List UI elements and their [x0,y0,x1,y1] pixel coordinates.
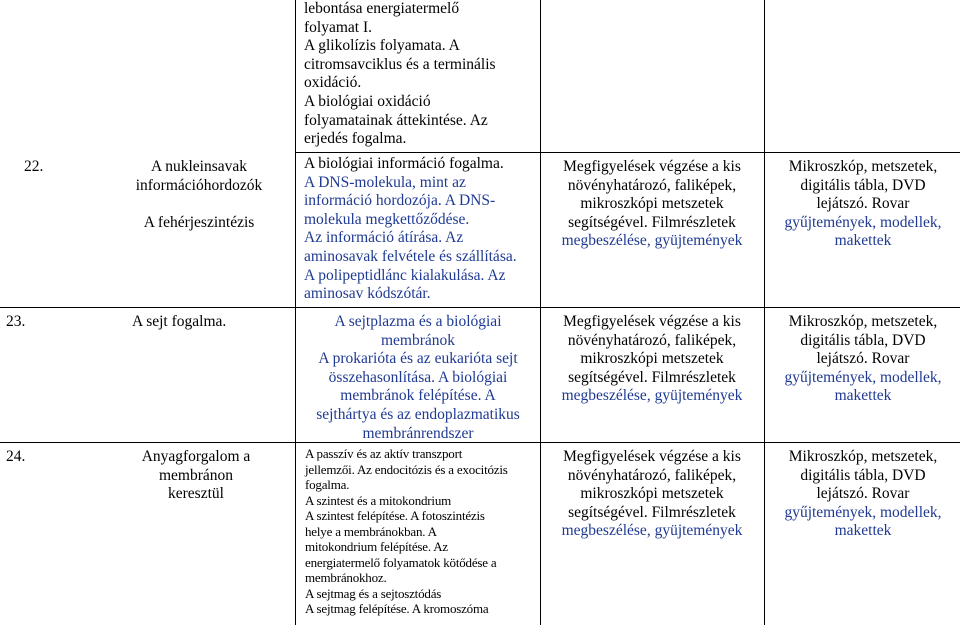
row-22-topic-line: A fehérjeszintézis [143,213,255,231]
row-23-activities-line: megbeszélése, gyüjtemények [561,387,743,405]
row-23-topic [132,313,290,332]
col-rule-1 [295,0,296,625]
row-24-content-line: jellemzői. Az endocitózis és a exocitózis [305,461,508,477]
row-24-activities-line: növényhatározó, faliképek, [567,466,737,484]
col-rule-2 [540,0,541,625]
row-22-activities [543,158,761,251]
row-0-content-line: folyamatainak áttekintése. Az [304,111,488,129]
row-23-activities-line: növényhatározó, faliképek, [567,331,737,349]
row-24-content-line: membránokhoz. [305,570,387,585]
row-0-content-line: lebontása energiatermelő [304,0,460,17]
row-24-content-line: A sejtmag és a sejtosztódás [305,585,442,601]
row-24-content-line: mitokondrium felépítése. Az [305,539,448,554]
col-rule-3 [764,0,765,625]
row-24-tools-line: lejátszó. Rovar [816,485,910,503]
row-24-topic-line: Anyagforgalom a [141,448,251,465]
row-24-content-line: A szintest felépítése. A fotoszintézis [305,508,485,523]
row-23-number: 23. [6,313,26,330]
row-22-content-line: molekula megkettőződése. [304,210,470,228]
row-22-topic-line [120,195,278,214]
row-22-content-line: Az információ átírása. Az [304,229,464,247]
row-23-tools-line: digitális tábla, DVD [800,331,926,349]
row-22-number: 22. [24,158,44,175]
row-23-content-line: sejthártya és az endoplazmatikus [316,405,520,423]
row-0-content-line: erjedés fogalma. [304,130,407,148]
row-22-topic-line: A nukleinsavak [151,158,247,175]
row-23-content-line: membránrendszer [362,424,474,442]
row-24-content-line: helye a membránokban. A [305,523,437,539]
row-24-content [305,446,539,617]
row-22-tools-line: makettek [834,232,892,250]
row-23-tools-line: gyűjtemények, modellek, [784,368,942,386]
row-0-content-line: oxidáció. [304,74,362,92]
row-23-tools-line: makettek [834,387,892,405]
row-22-content [304,155,536,304]
row-23-content-line: membránok [380,331,456,349]
row-24-tools-line: digitális tábla, DVD [800,466,926,484]
row-22-content-line: aminosav kódszótár. [304,285,431,303]
row-24-content-line: A passzív és az aktív transzport [305,446,463,461]
row-24-activities-line: Megfigyelések végzése a kis [563,448,741,465]
row-0-content-line: A glikolízis folyamata. A [304,37,460,55]
row-24-topic-line: membránon [158,466,234,484]
row-24-content-line: energiatermelő folyamatok kötődése a [305,554,497,570]
row-22-content-line: A polipeptidlánc kialakulása. Az [304,266,506,284]
row-22-tools-line: digitális tábla, DVD [800,176,926,194]
row-24-content-line: fogalma. [305,477,350,492]
row-23-activities-line: Megfigyelések végzése a kis [563,313,741,330]
row-23-tools [767,313,959,406]
row-24-tools [767,448,959,541]
row-23-content [298,313,538,443]
row-rule-1 [295,152,960,153]
row-23-tools-line: lejátszó. Rovar [816,350,910,368]
row-24-activities-line: segítségével. Filmrészletek [568,503,736,521]
row-23-content-line: A prokarióta és az eukarióta sejt [318,350,518,368]
row-22-content-line: információ hordozója. A DNS- [304,192,496,210]
row-22-activities-line: megbeszélése, gyüjtemények [561,232,743,250]
row-22-content-line: aminosavak felvétele és szállítása. [304,247,517,265]
row-22-content-line: A DNS-molekula, mint az [304,173,466,191]
row-22-activities-line: segítségével. Filmrészletek [568,213,736,231]
row-23-tools-line: Mikroszkóp, metszetek, [788,313,938,330]
row-0-content-line: A biológiai oxidáció [304,92,431,110]
row-0-content-line: citromsavciklus és a terminális [304,55,496,73]
row-22-tools [767,158,959,251]
row-22-activities-line: Megfigyelések végzése a kis [563,158,741,175]
row-24-tools-line: makettek [834,522,892,540]
row-24-activities-line: megbeszélése, gyüjtemények [561,522,743,540]
row-24-tools-line: Mikroszkóp, metszetek, [788,448,938,465]
row-22-topic [120,158,278,232]
row-23-activities-line: mikroszkópi metszetek [580,350,724,368]
row-23-topic-line: A sejt fogalma. [132,313,227,330]
row-22-tools-line: gyűjtemények, modellek, [784,213,942,231]
row-22-tools-line: lejátszó. Rovar [816,195,910,213]
row-24-topic-line: keresztül [168,485,224,503]
row-0-content-line: folyamat I. [304,18,373,36]
row-24-number: 24. [6,448,26,465]
row-22-activities-line: mikroszkópi metszetek [580,195,724,213]
row-22-tools-line: Mikroszkóp, metszetek, [788,158,938,175]
row-23-content-line: összehasonlítása. A biológiai [328,368,508,386]
row-23-content-line: membránok felépítése. A [340,387,496,405]
row-24-topic [116,448,276,504]
row-23-content-line: A sejtplazma és a biológiai [334,313,502,330]
row-22-topic-line: információhordozók [135,176,263,194]
row-24-activities-line: mikroszkópi metszetek [580,485,724,503]
row-22-activities-line: növényhatározó, faliképek, [567,176,737,194]
row-0-content [304,0,536,149]
row-24-tools-line: gyűjtemények, modellek, [784,503,942,521]
row-22-content-line: A biológiai információ fogalma. [304,155,504,172]
row-rule-2 [0,307,960,308]
row-24-content-line: A sejtmag felépítése. A kromoszóma [305,601,489,616]
row-24-content-line: A szintest és a mitokondrium [305,492,452,508]
row-24-activities [543,448,761,541]
row-23-activities [543,313,761,406]
row-23-activities-line: segítségével. Filmrészletek [568,368,736,386]
